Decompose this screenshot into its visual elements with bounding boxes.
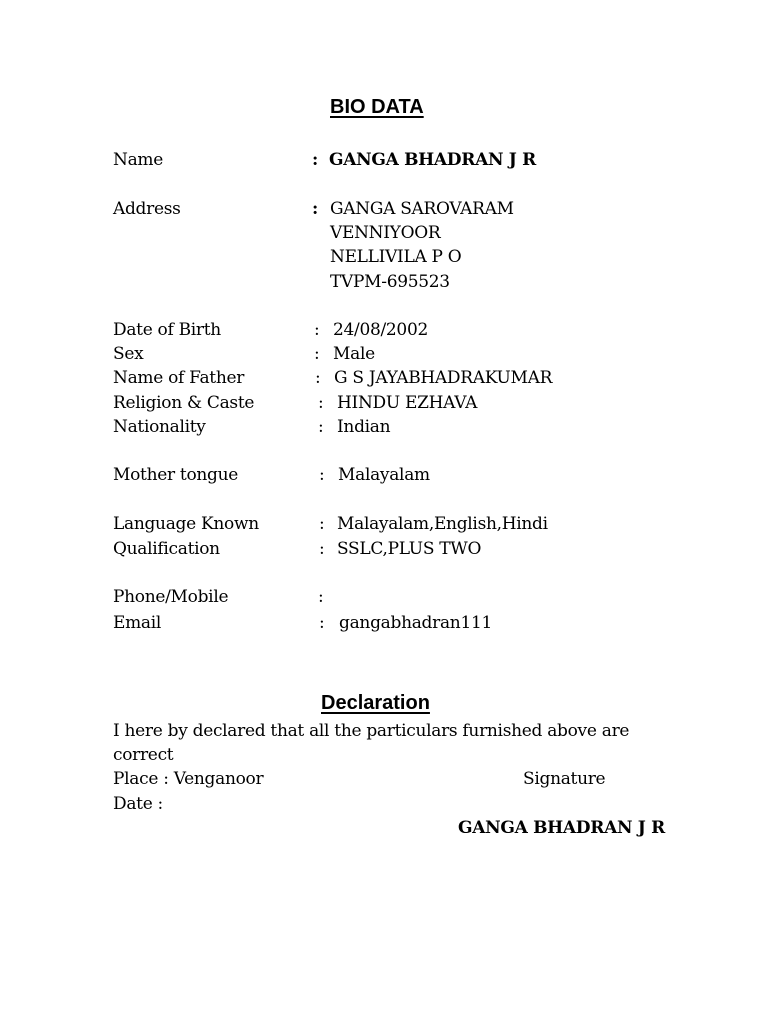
sex-label: Sex: [113, 344, 144, 364]
phone-label: Phone/Mobile: [113, 587, 229, 607]
declaration-text-line-1: I here by declared that all the particulars furnished above are: [113, 721, 630, 741]
declaration-text-line-2: correct: [113, 745, 174, 765]
sex-value: Male: [333, 344, 375, 364]
email-separator: :: [319, 613, 325, 633]
address-line-1: GANGA SAROVARAM: [330, 199, 514, 219]
sex-separator: :: [314, 344, 320, 364]
address-line-3: NELLIVILA P O: [330, 247, 462, 267]
name-label: Name: [113, 150, 163, 170]
name-value: GANGA BHADRAN J R: [329, 150, 537, 170]
nationality-value: Indian: [337, 417, 391, 437]
mother-tongue-label: Mother tongue: [113, 465, 239, 485]
dob-value: 24/08/2002: [333, 320, 428, 340]
religion-value: HINDU EZHAVA: [337, 393, 478, 413]
languages-value: Malayalam,English,Hindi: [337, 514, 548, 534]
date-line: Date :: [113, 794, 163, 814]
dob-separator: :: [314, 320, 320, 340]
mother-tongue-separator: :: [319, 465, 325, 485]
address-line-2: VENNIYOOR: [330, 223, 441, 243]
religion-label: Religion & Caste: [113, 393, 255, 413]
email-value: gangabhadran111: [339, 613, 492, 633]
mother-tongue-value: Malayalam: [338, 465, 430, 485]
languages-separator: :: [319, 514, 325, 534]
name-separator: :: [312, 150, 318, 170]
address-label: Address: [113, 199, 181, 219]
address-line-4: TVPM-695523: [330, 272, 450, 292]
declaration-heading: Declaration: [321, 692, 430, 714]
signature-label: Signature: [523, 769, 606, 789]
languages-label: Language Known: [113, 514, 259, 534]
phone-separator: :: [318, 587, 324, 607]
address-separator: :: [312, 199, 318, 219]
dob-label: Date of Birth: [113, 320, 221, 340]
signatory-name: GANGA BHADRAN J R: [458, 818, 666, 838]
page-title: BIO DATA: [330, 96, 424, 118]
place-line: Place : Venganoor: [113, 769, 264, 789]
qualification-label: Qualification: [113, 539, 220, 559]
qualification-value: SSLC,PLUS TWO: [337, 539, 482, 559]
father-label: Name of Father: [113, 368, 245, 388]
qualification-separator: :: [319, 539, 325, 559]
nationality-label: Nationality: [113, 417, 206, 437]
father-value: G S JAYABHADRAKUMAR: [334, 368, 553, 388]
father-separator: :: [315, 368, 321, 388]
email-label: Email: [113, 613, 162, 633]
religion-separator: :: [318, 393, 324, 413]
nationality-separator: :: [318, 417, 324, 437]
